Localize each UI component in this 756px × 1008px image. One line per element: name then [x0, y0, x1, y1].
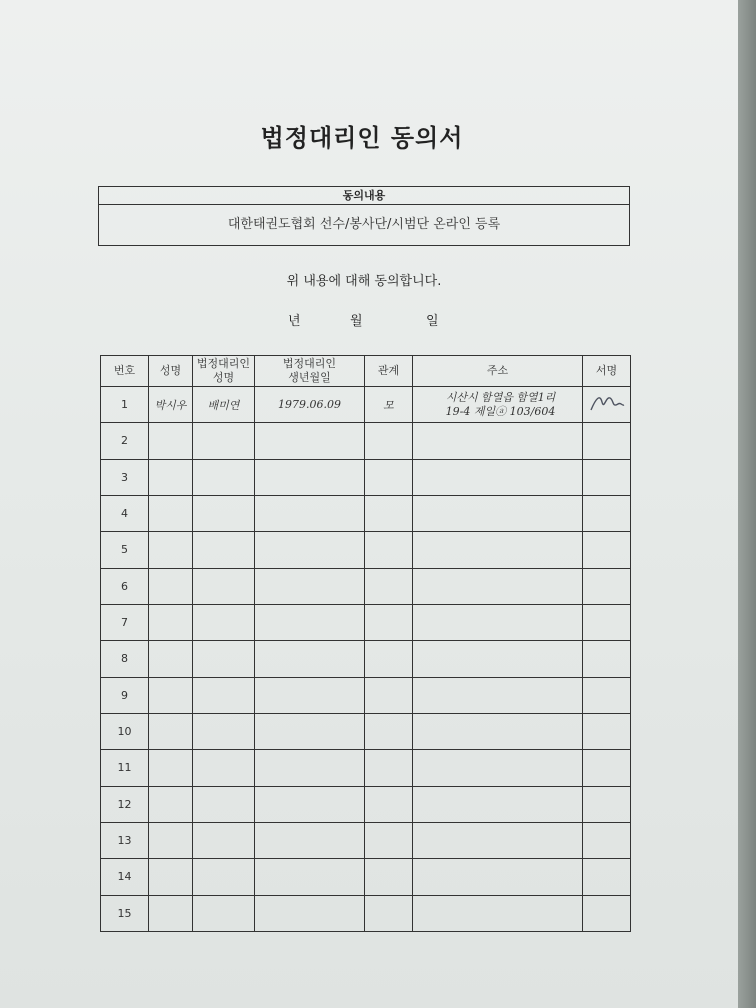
row-signature: [583, 387, 631, 423]
row-number: 5: [101, 532, 149, 568]
table-row: [101, 387, 631, 423]
consent-body: 대한태권도협회 선수/봉사단/시범단 온라인 등록: [227, 217, 501, 232]
row-number: 3: [101, 459, 149, 495]
header-address: 주소: [413, 356, 583, 387]
date-month-label: 월: [350, 314, 363, 329]
row-number: 12: [101, 786, 149, 822]
header-number: 번호: [101, 356, 149, 387]
table-row: [101, 713, 631, 749]
header-guardian-name-line2: 성명: [212, 371, 235, 384]
table-header-row: [101, 356, 631, 387]
row-relation: 모: [365, 387, 413, 423]
table-row: [101, 786, 631, 822]
row-number: 13: [101, 822, 149, 858]
row-address: [413, 387, 583, 423]
row-number: 1: [101, 387, 149, 423]
date-year-label: 년: [288, 314, 301, 329]
row-number: 10: [101, 713, 149, 749]
header-guardian-birth-line2: 생년월일: [288, 371, 331, 384]
handwritten-signature-icon: [588, 392, 626, 414]
row-guardian-birth: 1979.06.09: [255, 387, 365, 423]
row-number: 14: [101, 859, 149, 895]
agree-statement: 위 내용에 대해 동의합니다.: [286, 274, 442, 289]
row-number: 2: [101, 423, 149, 459]
table-row: [101, 495, 631, 531]
header-signature: 서명: [583, 356, 631, 387]
row-number: 4: [101, 495, 149, 531]
table-row: [101, 604, 631, 640]
row-address-line1: 시산시 함열읍 함열1리: [445, 390, 556, 404]
document-title: 법정대리인 동의서: [260, 124, 464, 152]
row-address-line2: 19-4 제일ⓐ 103/604: [445, 404, 556, 418]
table-row: [101, 750, 631, 786]
header-name: 성명: [149, 356, 193, 387]
header-guardian-birth-line1: 법정대리인: [282, 357, 337, 370]
header-guardian-birth: [255, 356, 365, 387]
header-guardian-name-line1: 법정대리인: [196, 357, 251, 370]
consent-box: [98, 186, 630, 246]
table-row: [101, 423, 631, 459]
row-number: 9: [101, 677, 149, 713]
header-guardian-name: [193, 356, 255, 387]
date-line: [288, 310, 448, 328]
table-row: [101, 859, 631, 895]
consent-header: 동의내용: [99, 187, 629, 205]
row-number: 8: [101, 641, 149, 677]
row-name: 박시우: [149, 387, 193, 423]
row-guardian-name: 배미연: [193, 387, 255, 423]
date-day-label: 일: [426, 314, 439, 329]
table-row: [101, 459, 631, 495]
row-number: 11: [101, 750, 149, 786]
table-row: [101, 822, 631, 858]
table-row: [101, 641, 631, 677]
guardian-table: [100, 355, 631, 932]
row-number: 6: [101, 568, 149, 604]
table-row: [101, 895, 631, 931]
desk-background: [738, 0, 756, 1008]
row-number: 7: [101, 604, 149, 640]
header-relation: 관계: [365, 356, 413, 387]
table-row: [101, 677, 631, 713]
row-number: 15: [101, 895, 149, 931]
table-row: [101, 568, 631, 604]
table-row: [101, 532, 631, 568]
